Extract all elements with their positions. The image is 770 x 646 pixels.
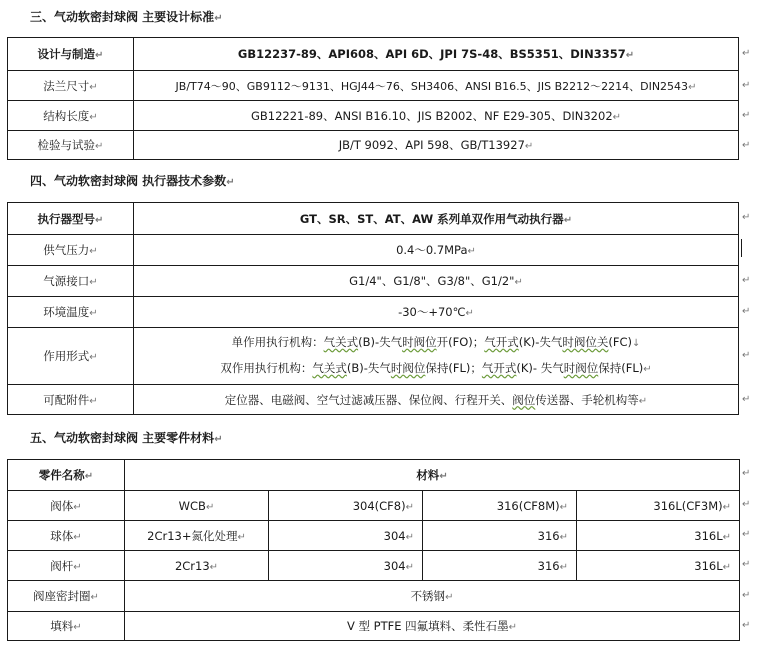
end-of-row-mark: ↵	[742, 350, 751, 361]
table-row	[8, 101, 739, 131]
row-value: 不锈钢↵	[125, 581, 740, 612]
table-row	[8, 385, 739, 415]
material-cell: 316L↵	[577, 521, 740, 551]
end-of-row-mark: ↵	[742, 140, 751, 151]
end-of-row-mark: ↵	[742, 590, 751, 601]
row-value: -30～+70℃↵	[134, 297, 739, 328]
row-value: V 型 PTFE 四氟填料、柔性石墨↵	[125, 612, 740, 641]
material-cell: 316L↵	[577, 551, 740, 581]
row-label: 供气压力↵	[8, 235, 134, 266]
end-of-row-mark: ↵	[742, 212, 751, 223]
double-acting-line: 双作用执行机构：气关式(B)-失气时阀位保持(FL)；气开式(K)- 失气时阀位保持(FL)↵	[220, 361, 652, 375]
table-row	[8, 551, 740, 581]
end-of-row-mark: ↵	[742, 275, 751, 286]
table-row	[8, 612, 740, 641]
row-label: 检验与试验↵	[8, 131, 134, 160]
material-cell: 304↵	[269, 521, 423, 551]
end-of-row-mark: ↵	[742, 306, 751, 317]
row-label: 阀体↵	[8, 491, 125, 521]
single-acting-line: 单作用执行机构：气关式(B)-失气时阀位开(FO)；气开式(K)-失气时阀位关(FC)↓	[231, 335, 641, 349]
row-value	[134, 328, 739, 385]
material-cell: 2Cr13↵	[125, 551, 269, 581]
row-label: 设计与制造↵	[8, 38, 134, 71]
actuator-params-table	[7, 202, 739, 415]
end-of-row-mark: ↵	[742, 620, 751, 631]
row-label: 法兰尺寸↵	[8, 71, 134, 101]
material-cell: WCB↵	[125, 491, 269, 521]
material-cell: 316(CF8M)↵	[423, 491, 577, 521]
table-row	[8, 581, 740, 612]
end-of-row-mark: ↵	[742, 529, 751, 540]
material-cell: 304↵	[269, 551, 423, 581]
material-cell: 316↵	[423, 521, 577, 551]
end-of-row-mark: ↵	[742, 394, 751, 405]
table-row	[8, 521, 740, 551]
row-label: 阀座密封圈↵	[8, 581, 125, 612]
material-cell: 316↵	[423, 551, 577, 581]
row-value: 定位器、电磁阀、空气过滤减压器、保位阀、行程开关、阀位传送器、手轮机构等↵	[134, 385, 739, 415]
row-label: 作用形式↵	[8, 328, 134, 385]
row-value: GB12237-89、API608、API 6D、JPI 7S-48、BS5351、DIN3357↵	[134, 38, 739, 71]
header-value: 材料↵	[125, 460, 740, 491]
end-of-row-mark: ↵	[742, 80, 751, 91]
design-standards-table	[7, 37, 739, 160]
end-of-row-mark: ↵	[742, 499, 751, 510]
row-label: 气源接口↵	[8, 266, 134, 297]
row-value: G1/4"、G1/8"、G3/8"、G1/2"↵	[134, 266, 739, 297]
end-of-row-mark: ↵	[742, 468, 751, 479]
table-row	[8, 131, 739, 160]
row-label: 填料↵	[8, 612, 125, 641]
table-row	[8, 38, 739, 71]
row-label: 球体↵	[8, 521, 125, 551]
table-row	[8, 491, 740, 521]
table-row	[8, 328, 739, 385]
row-value: JB/T 9092、API 598、GB/T13927↵	[134, 131, 739, 160]
end-of-row-mark: ↵	[742, 110, 751, 121]
table-row	[8, 460, 740, 491]
end-of-row-mark: ↵	[742, 48, 751, 59]
row-label: 阀杆↵	[8, 551, 125, 581]
material-cell: 2Cr13+氮化处理↵	[125, 521, 269, 551]
row-value: GB12221-89、ANSI B16.10、JIS B2002、NF E29-305、DIN3202↵	[134, 101, 739, 131]
row-label: 可配附件↵	[8, 385, 134, 415]
table-row	[8, 203, 739, 235]
table-row	[8, 71, 739, 101]
row-label: 结构长度↵	[8, 101, 134, 131]
end-of-row-mark: ↵	[742, 559, 751, 570]
text-cursor	[741, 239, 742, 257]
material-cell: 304(CF8)↵	[269, 491, 423, 521]
section-5-title: 五、气动软密封球阀 主要零件材料↵	[30, 431, 223, 445]
section-4-title: 四、气动软密封球阀 执行器技术参数↵	[30, 174, 235, 188]
row-label: 环境温度↵	[8, 297, 134, 328]
row-value: JB/T74～90、GB9112～9131、HGJ44～76、SH3406、ANSI B16.5、JIS B2212～2214、DIN2543↵	[134, 71, 739, 101]
table-row	[8, 266, 739, 297]
table-row	[8, 235, 739, 266]
material-cell: 316L(CF3M)↵	[577, 491, 740, 521]
row-value: 0.4～0.7MPa↵	[134, 235, 739, 266]
header-label: 零件名称↵	[8, 460, 125, 491]
section-3-title: 三、气动软密封球阀 主要设计标准↵	[30, 10, 223, 24]
table-row	[8, 297, 739, 328]
row-value: GT、SR、ST、AT、AW 系列单双作用气动执行器↵	[134, 203, 739, 235]
materials-table	[7, 459, 740, 641]
row-label: 执行器型号↵	[8, 203, 134, 235]
